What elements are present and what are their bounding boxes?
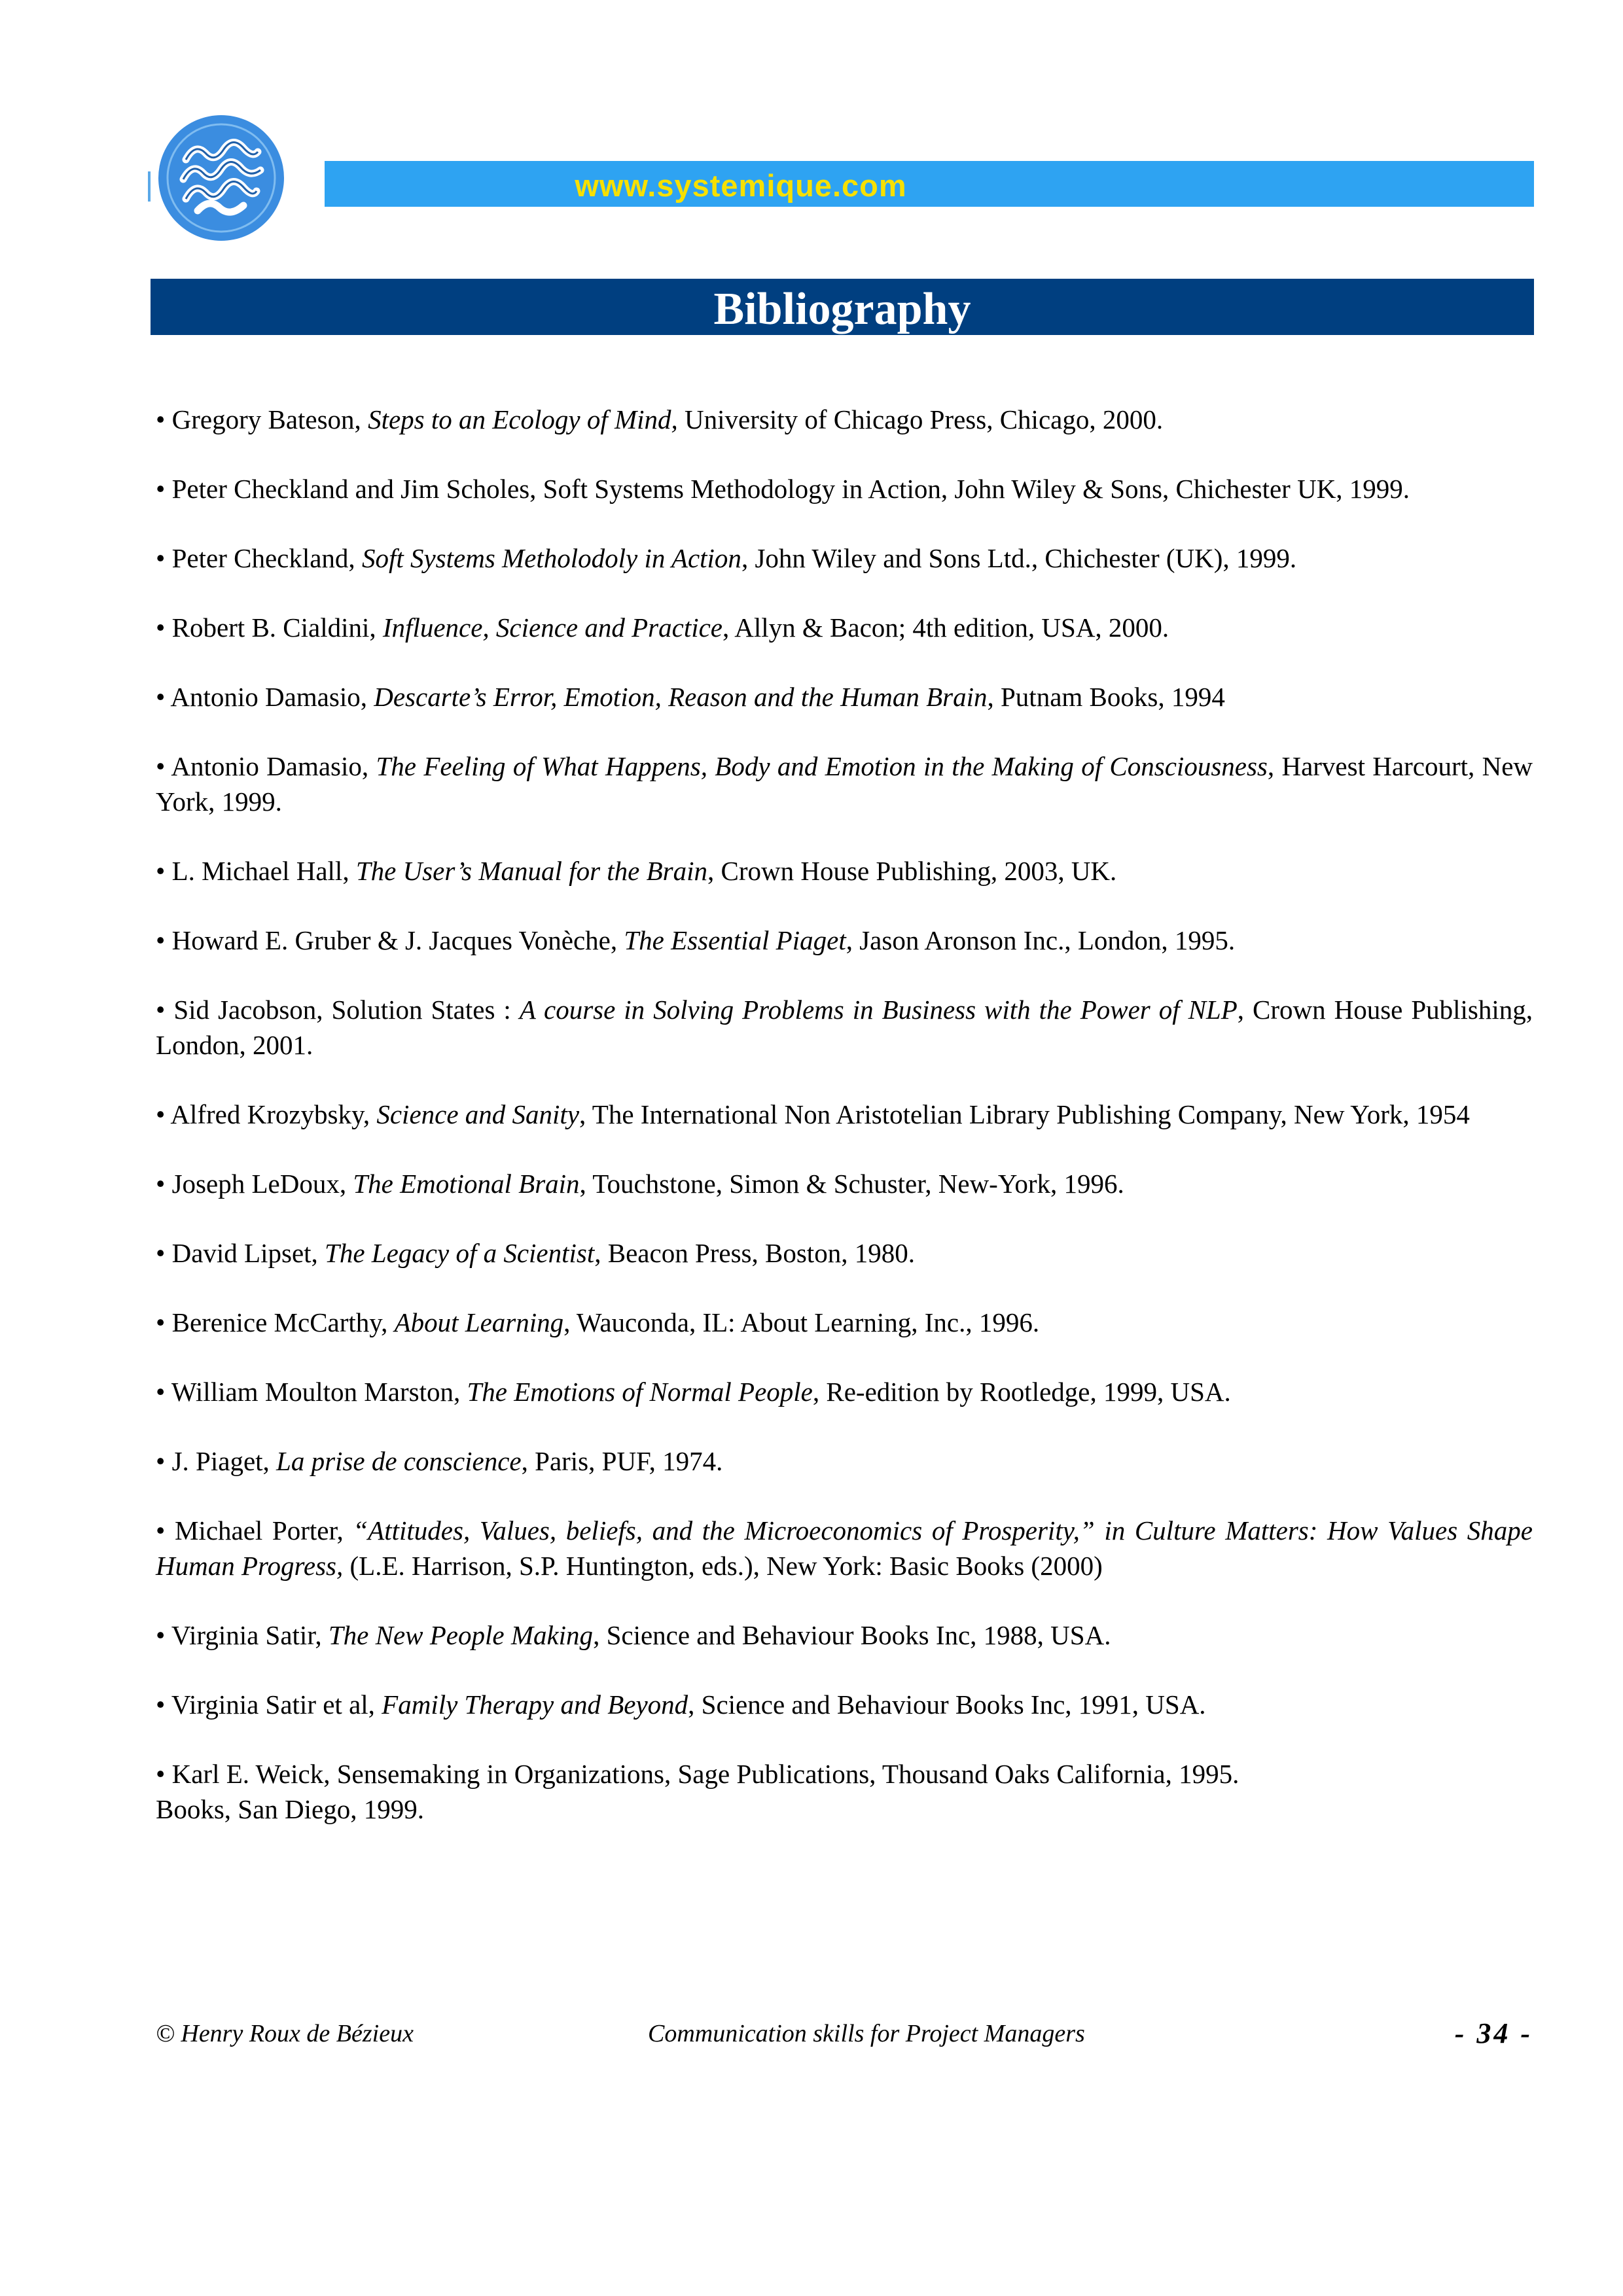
- entry-title: The Feeling of What Happens, Body and Emotion in the Making of Consciousness: [376, 751, 1268, 781]
- title-banner: [151, 279, 1534, 335]
- entry-title: “Attitudes, Values, beliefs, and the Microeconomics of Prosperity,” in Culture Matters: How Values Shape Human Progress,: [156, 1515, 1533, 1581]
- bibliography-entry: [156, 1305, 1533, 1340]
- entry-title: The User’s Manual for the Brain: [355, 856, 708, 886]
- entry-details: , The International Non Aristotelian Library Publishing Company, New York, 1954: [579, 1099, 1470, 1129]
- entry-details: , Jason Aronson Inc., London, 1995.: [846, 925, 1236, 955]
- entry-details: , Crown House Publishing, 2003, UK.: [707, 856, 1117, 886]
- bibliography-entry: [156, 1097, 1533, 1132]
- website-url[interactable]: www.systemique.com: [575, 168, 907, 203]
- bibliography-list: [156, 402, 1533, 1861]
- entry-text: • Howard E. Gruber & J. Jacques Vonèche,: [156, 925, 624, 955]
- entry-text: • Virginia Satir,: [156, 1620, 329, 1650]
- bibliography-entry: [156, 1687, 1533, 1722]
- entry-text: • Peter Checkland and Jim Scholes, Soft Systems Methodology in Action, John Wiley & Sons, Chichester UK, 1999.: [156, 474, 1410, 504]
- entry-title: Steps to an Ecology of Mind,: [368, 404, 678, 434]
- systemique-logo-icon: [152, 114, 291, 242]
- entry-details: , Touchstone, Simon & Schuster, New-York, 1996.: [579, 1169, 1124, 1199]
- bibliography-entry: [156, 540, 1533, 576]
- entry-extra-line: Books, San Diego, 1999.: [156, 1794, 424, 1824]
- bibliography-entry: [156, 992, 1533, 1063]
- entry-text: • Antonio Damasio,: [156, 682, 374, 712]
- entry-details: , Beacon Press, Boston, 1980.: [594, 1238, 915, 1268]
- entry-details: , Harvest Harcourt, New York, 1999.: [156, 751, 1533, 817]
- bibliography-entry: [156, 853, 1533, 889]
- footer-page-number: - 34 -: [1454, 2017, 1533, 2049]
- footer-author: © Henry Roux de Bézieux: [156, 2020, 414, 2047]
- page-title: Bibliography: [713, 284, 971, 334]
- footer-document-title: Communication skills for Project Managers: [648, 2020, 1085, 2047]
- entry-text: • Alfred Krozybsky,: [156, 1099, 377, 1129]
- entry-details: , Wauconda, IL: About Learning, Inc., 1996.: [563, 1307, 1040, 1337]
- entry-title: Influence, Science and Practice: [382, 612, 722, 643]
- entry-details: University of Chicago Press, Chicago, 2000.: [677, 404, 1164, 434]
- entry-text: • Antonio Damasio,: [156, 751, 376, 781]
- entry-details: , Putnam Books, 1994: [987, 682, 1225, 712]
- bibliography-entry: [156, 1235, 1533, 1271]
- url-banner: [325, 161, 1534, 207]
- logo-tick: [148, 171, 151, 202]
- entry-title: Family Therapy and Beyond: [382, 1689, 688, 1720]
- entry-text: • Karl E. Weick, Sensemaking in Organizations, Sage Publications, Thousand Oaks California, 1995.: [156, 1759, 1240, 1789]
- bibliography-entry: [156, 610, 1533, 645]
- entry-text: • Michael Porter,: [156, 1515, 353, 1545]
- bibliography-entry: [156, 402, 1533, 437]
- bibliography-entry: [156, 1513, 1533, 1583]
- entry-title: The New People Making: [328, 1620, 594, 1650]
- bibliography-entry: [156, 1617, 1533, 1653]
- bibliography-entry: [156, 1374, 1533, 1409]
- entry-details: , Crown House Publishing, London, 2001.: [156, 995, 1533, 1060]
- entry-details: , Paris, PUF, 1974.: [521, 1446, 723, 1476]
- entry-details: , Science and Behaviour Books Inc, 1991, USA.: [688, 1689, 1206, 1720]
- entry-details: , Science and Behaviour Books Inc, 1988, USA.: [593, 1620, 1111, 1650]
- entry-details: , Allyn & Bacon; 4th edition, USA, 2000.: [722, 612, 1169, 643]
- page-footer: [156, 2019, 1533, 2058]
- entry-title: La prise de conscience: [276, 1446, 522, 1476]
- entry-text: • Virginia Satir et al,: [156, 1689, 382, 1720]
- entry-text: • Joseph LeDoux,: [156, 1169, 353, 1199]
- entry-text: • J. Piaget,: [156, 1446, 277, 1476]
- entry-details: , Re-edition by Rootledge, 1999, USA.: [812, 1377, 1231, 1407]
- entry-text: • Peter Checkland,: [156, 543, 362, 573]
- entry-text: • David Lipset,: [156, 1238, 325, 1268]
- entry-text: • Berenice McCarthy,: [156, 1307, 395, 1337]
- entry-details: , John Wiley and Sons Ltd., Chichester (UK), 1999.: [741, 543, 1297, 573]
- entry-text: • William Moulton Marston,: [156, 1377, 467, 1407]
- entry-details: (L.E. Harrison, S.P. Huntington, eds.), New York: Basic Books (2000): [343, 1551, 1103, 1581]
- entry-title: Soft Systems Metholodoly in Action: [361, 543, 741, 573]
- entry-title: About Learning: [394, 1307, 564, 1337]
- bibliography-entry: [156, 923, 1533, 958]
- bibliography-entry: [156, 749, 1533, 819]
- entry-title: Descarte’s Error, Emotion, Reason and the Human Brain: [374, 682, 988, 712]
- entry-title: The Emotions of Normal People: [467, 1377, 813, 1407]
- entry-text: • L. Michael Hall,: [156, 856, 356, 886]
- entry-text: • Gregory Bateson,: [156, 404, 368, 434]
- bibliography-entry: [156, 679, 1533, 715]
- entry-title: The Essential Piaget: [624, 925, 846, 955]
- entry-text: • Sid Jacobson, Solution States :: [156, 995, 520, 1025]
- bibliography-entry: [156, 1756, 1533, 1827]
- bibliography-entry: [156, 1443, 1533, 1479]
- bibliography-entry: [156, 1166, 1533, 1201]
- entry-title: The Legacy of a Scientist: [325, 1238, 595, 1268]
- entry-title: The Emotional Brain: [353, 1169, 580, 1199]
- entry-text: • Robert B. Cialdini,: [156, 612, 383, 643]
- bibliography-entry: [156, 471, 1533, 506]
- entry-title: A course in Solving Problems in Business with the Power of NLP: [519, 995, 1238, 1025]
- entry-title: Science and Sanity: [376, 1099, 580, 1129]
